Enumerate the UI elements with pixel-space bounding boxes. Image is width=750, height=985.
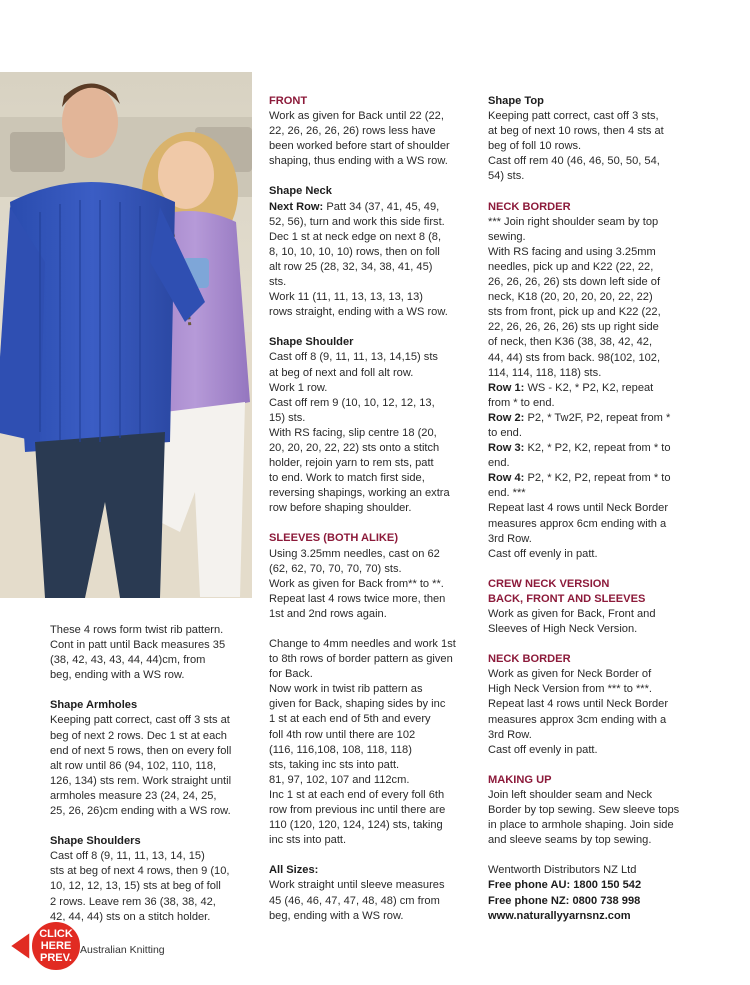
magazine-footer: Australian Knitting	[80, 944, 165, 956]
heading-shape-shoulder: Shape Shoulder	[269, 336, 354, 349]
text-line: measures approx 6cm ending with a	[488, 517, 667, 530]
text-line: Cast off evenly in patt.	[488, 743, 598, 756]
text-line: end of next 5 rows, then on every foll	[50, 744, 232, 757]
text-line: armholes measure 23 (24, 24, 25,	[50, 789, 217, 802]
website-link[interactable]: www.naturallyyarnsnz.com	[488, 909, 631, 922]
text-line: from * to end.	[488, 396, 555, 409]
text-line: inc sts into patt.	[269, 834, 347, 847]
text-line: 8, 10, 10, 10, 10) rows, then on foll	[269, 245, 440, 258]
text-line: rows straight, ending with a WS row.	[269, 306, 448, 319]
text-line: alt row until 86 (94, 102, 110, 118,	[50, 759, 217, 772]
text-line: (62, 62, 70, 70, 70, 70) sts.	[269, 562, 402, 575]
text-line: Work 11 (11, 11, 13, 13, 13, 13)	[269, 291, 423, 304]
text-line: sts.	[269, 276, 287, 289]
text-line	[269, 200, 479, 215]
column-right	[488, 94, 703, 924]
text-line: 26, 26, 26, 26) sts down left side of	[488, 276, 661, 289]
text-line: Cast off 8 (9, 11, 11, 13, 14,15) sts	[269, 351, 438, 364]
text-line: Cast off rem 9 (10, 10, 12, 12, 13,	[269, 396, 435, 409]
text-line: Work as given for Back until 22 (22,	[269, 110, 444, 123]
phone-nz: Free phone NZ: 0800 738 998	[488, 894, 641, 907]
text-run: P2, * K2, P2, repeat from * to	[524, 472, 671, 485]
text-line: 1 st at each end of 5th and every	[269, 713, 431, 726]
row-label: Row 1:	[488, 381, 525, 394]
text-line: 81, 97, 102, 107 and 112cm.	[269, 773, 410, 786]
text-line: to end. Work to match first side,	[269, 472, 425, 485]
heading-all-sizes: All Sizes:	[269, 864, 319, 877]
text-line: Work straight until sleeve measures	[269, 879, 445, 892]
text-line: Work as given for Back, Front and	[488, 608, 656, 620]
column-left	[50, 623, 255, 925]
text-line: Border by top sewing. Sew sleeve tops	[488, 804, 680, 817]
text-line: Work 1 row.	[269, 381, 328, 394]
heading-making-up: MAKING UP	[488, 773, 552, 786]
text-line: 126, 134) sts rem. Work straight until	[50, 774, 232, 787]
badge-text: HERE	[40, 940, 72, 952]
text-line: Inc 1 st at each end of every foll 6th	[269, 788, 445, 801]
text-line: beg of foll 10 rows.	[488, 140, 582, 153]
heading-shape-armholes: Shape Armholes	[50, 699, 138, 712]
text-line: to 8th rows of border pattern as given	[269, 653, 453, 666]
text-line: 3rd Row.	[488, 728, 532, 741]
text-line: reversing shapings, working an extra	[269, 487, 450, 500]
photo-models	[0, 72, 252, 598]
heading-sleeves: SLEEVES (BOTH ALIKE)	[269, 532, 399, 545]
text-line: neck, K18 (20, 20, 20, 20, 22, 22)	[488, 291, 653, 304]
row-label: Row 3:	[488, 442, 525, 455]
prev-arrow-icon	[8, 920, 88, 974]
intro-line: (38, 42, 43, 43, 44, 44)cm, from	[50, 654, 206, 667]
models-illustration	[0, 72, 252, 598]
text-line: 25, 26, 26)cm ending with a WS row.	[50, 805, 231, 818]
text-line: foll 4th row until there are 102	[269, 728, 416, 741]
heading-crew-neck: CREW NECK VERSION	[488, 577, 610, 590]
text-line: 20, 20, 20, 22, 22) sts onto a stitch	[269, 441, 440, 454]
heading-back-front-sleeves: BACK, FRONT AND SLEEVES	[488, 592, 646, 605]
next-row-label: Next Row:	[269, 200, 324, 213]
heading-shape-shoulders: Shape Shoulders	[50, 835, 141, 848]
intro-line: These 4 rows form twist rib pattern.	[50, 624, 224, 636]
heading-neck-border-2: NECK BORDER	[488, 653, 571, 666]
text-line: in place to armhole shaping. Join side	[488, 819, 674, 832]
intro-line: Cont in patt until Back measures 35	[50, 639, 226, 652]
text-line: shaping, thus ending with a WS row.	[269, 155, 448, 168]
text-line: 114, 114, 118, 118) sts.	[488, 366, 602, 379]
text-line: 110 (120, 120, 124, 124) sts, taking	[269, 819, 443, 832]
text-line: measures approx 3cm ending with a	[488, 713, 667, 726]
text-line: given for Back, shaping sides by inc	[269, 698, 446, 711]
text-line: Repeat last 4 rows until Neck Border	[488, 698, 669, 711]
text-line: With RS facing, slip centre 18 (20,	[269, 426, 437, 439]
text-run: Patt 34 (37, 41, 45, 49,	[323, 200, 440, 213]
text-line: needles, pick up and K22 (22, 22,	[488, 260, 654, 273]
column-middle	[269, 94, 479, 924]
text-line: beg of next 2 rows. Dec 1 st at each	[50, 729, 227, 742]
text-line: 45 (46, 46, 47, 47, 48, 48) cm from	[269, 894, 440, 907]
text-line: 15) sts.	[269, 411, 306, 424]
text-line: Cast off 8 (9, 11, 11, 13, 14, 15)	[50, 850, 205, 863]
text-line: 1st and 2nd rows again.	[269, 607, 387, 620]
row-2-line	[488, 411, 703, 426]
text-line: beg, ending with a WS row.	[269, 909, 404, 922]
text-line: Repeat last 4 rows twice more, then	[269, 592, 446, 605]
text-line: Repeat last 4 rows until Neck Border	[488, 502, 669, 515]
click-here-prev-button[interactable]	[8, 920, 88, 974]
text-line: 52, 56), turn and work this side first.	[269, 215, 445, 228]
text-line: at beg of next 10 rows, then 4 sts at	[488, 125, 664, 138]
row-label: Row 2:	[488, 411, 525, 424]
text-line: sts, taking inc sts into patt.	[269, 758, 400, 771]
text-line: *** Join right shoulder seam by top	[488, 215, 659, 228]
text-line: Sleeves of High Neck Version.	[488, 623, 638, 636]
text-line: High Neck Version from *** to ***.	[488, 683, 653, 696]
text-run: K2, * P2, K2, repeat from * to	[524, 442, 671, 455]
heading-shape-top: Shape Top	[488, 95, 544, 107]
text-line: Cast off rem 40 (46, 46, 50, 50, 54,	[488, 155, 660, 168]
text-line: Work as given for Neck Border of	[488, 668, 652, 681]
heading-front: FRONT	[269, 95, 308, 107]
text-run: WS - K2, * P2, K2, repeat	[524, 381, 654, 394]
text-line: and sleeve seams by top sewing.	[488, 834, 652, 847]
phone-au: Free phone AU: 1800 150 542	[488, 879, 642, 892]
text-line: Now work in twist rib pattern as	[269, 683, 423, 696]
text-line: Keeping patt correct, cast off 3 sts at	[50, 714, 230, 727]
text-line: Cast off evenly in patt.	[488, 547, 598, 560]
text-line: Work as given for Back from** to **.	[269, 577, 444, 590]
row-1-line	[488, 381, 703, 396]
text-line: 22, 26, 26, 26, 26) rows less have	[269, 125, 436, 138]
text-line: sts at beg of next 4 rows, then 9 (10,	[50, 865, 230, 878]
text-line: Dec 1 st at neck edge on next 8 (8,	[269, 230, 442, 243]
text-line: of neck, then K36 (38, 38, 42, 42,	[488, 336, 653, 349]
text-line: With RS facing and using 3.25mm	[488, 245, 656, 258]
text-line: 44, 44) sts from back. 98(102, 102,	[488, 351, 661, 364]
text-line: end. ***	[488, 487, 526, 500]
text-line: row from previous inc until there are	[269, 804, 446, 817]
text-run: P2, * Tw2F, P2, repeat from *	[524, 411, 671, 424]
row-label: Row 4:	[488, 472, 525, 485]
text-line: (116, 116,108, 108, 118, 118)	[269, 743, 412, 756]
badge-text: PREV.	[39, 952, 73, 964]
text-line: end.	[488, 457, 510, 470]
heading-shape-neck: Shape Neck	[269, 185, 332, 198]
text-line: 54) sts.	[488, 170, 525, 183]
row-3-line	[488, 441, 703, 456]
text-line: Keeping patt correct, cast off 3 sts,	[488, 110, 659, 123]
text-line: 22, 26, 26, 26, 26) sts up right side	[488, 321, 659, 334]
text-line: sewing.	[488, 230, 526, 243]
text-line: been worked before start of shoulder	[269, 140, 450, 153]
intro-line: beg, ending with a WS row.	[50, 669, 185, 682]
text-line: 42, 44, 44) sts on a stitch holder.	[50, 910, 211, 923]
row-4-line	[488, 471, 703, 486]
text-line: 3rd Row.	[488, 532, 532, 545]
text-line: row before shaping shoulder.	[269, 502, 412, 515]
text-line: for Back.	[269, 668, 313, 681]
heading-neck-border: NECK BORDER	[488, 200, 571, 213]
text-line: 10, 12, 12, 13, 15) sts at beg of foll	[50, 880, 221, 893]
text-line: sts from front, pick up and K22 (22,	[488, 306, 661, 319]
text-line: Change to 4mm needles and work 1st	[269, 638, 456, 650]
badge-text: CLICK	[39, 928, 73, 940]
text-line: holder, rejoin yarn to rem sts, patt	[269, 457, 434, 470]
text-line: Join left shoulder seam and Neck	[488, 788, 653, 801]
text-line: 2 rows. Leave rem 36 (38, 38, 42,	[50, 895, 216, 908]
text-line: alt row 25 (28, 32, 34, 38, 41, 45)	[269, 260, 433, 273]
text-line: to end.	[488, 426, 522, 439]
distributor-name: Wentworth Distributors NZ Ltd	[488, 864, 637, 877]
text-line: at beg of next and foll alt row.	[269, 366, 414, 379]
text-line: Using 3.25mm needles, cast on 62	[269, 547, 440, 560]
